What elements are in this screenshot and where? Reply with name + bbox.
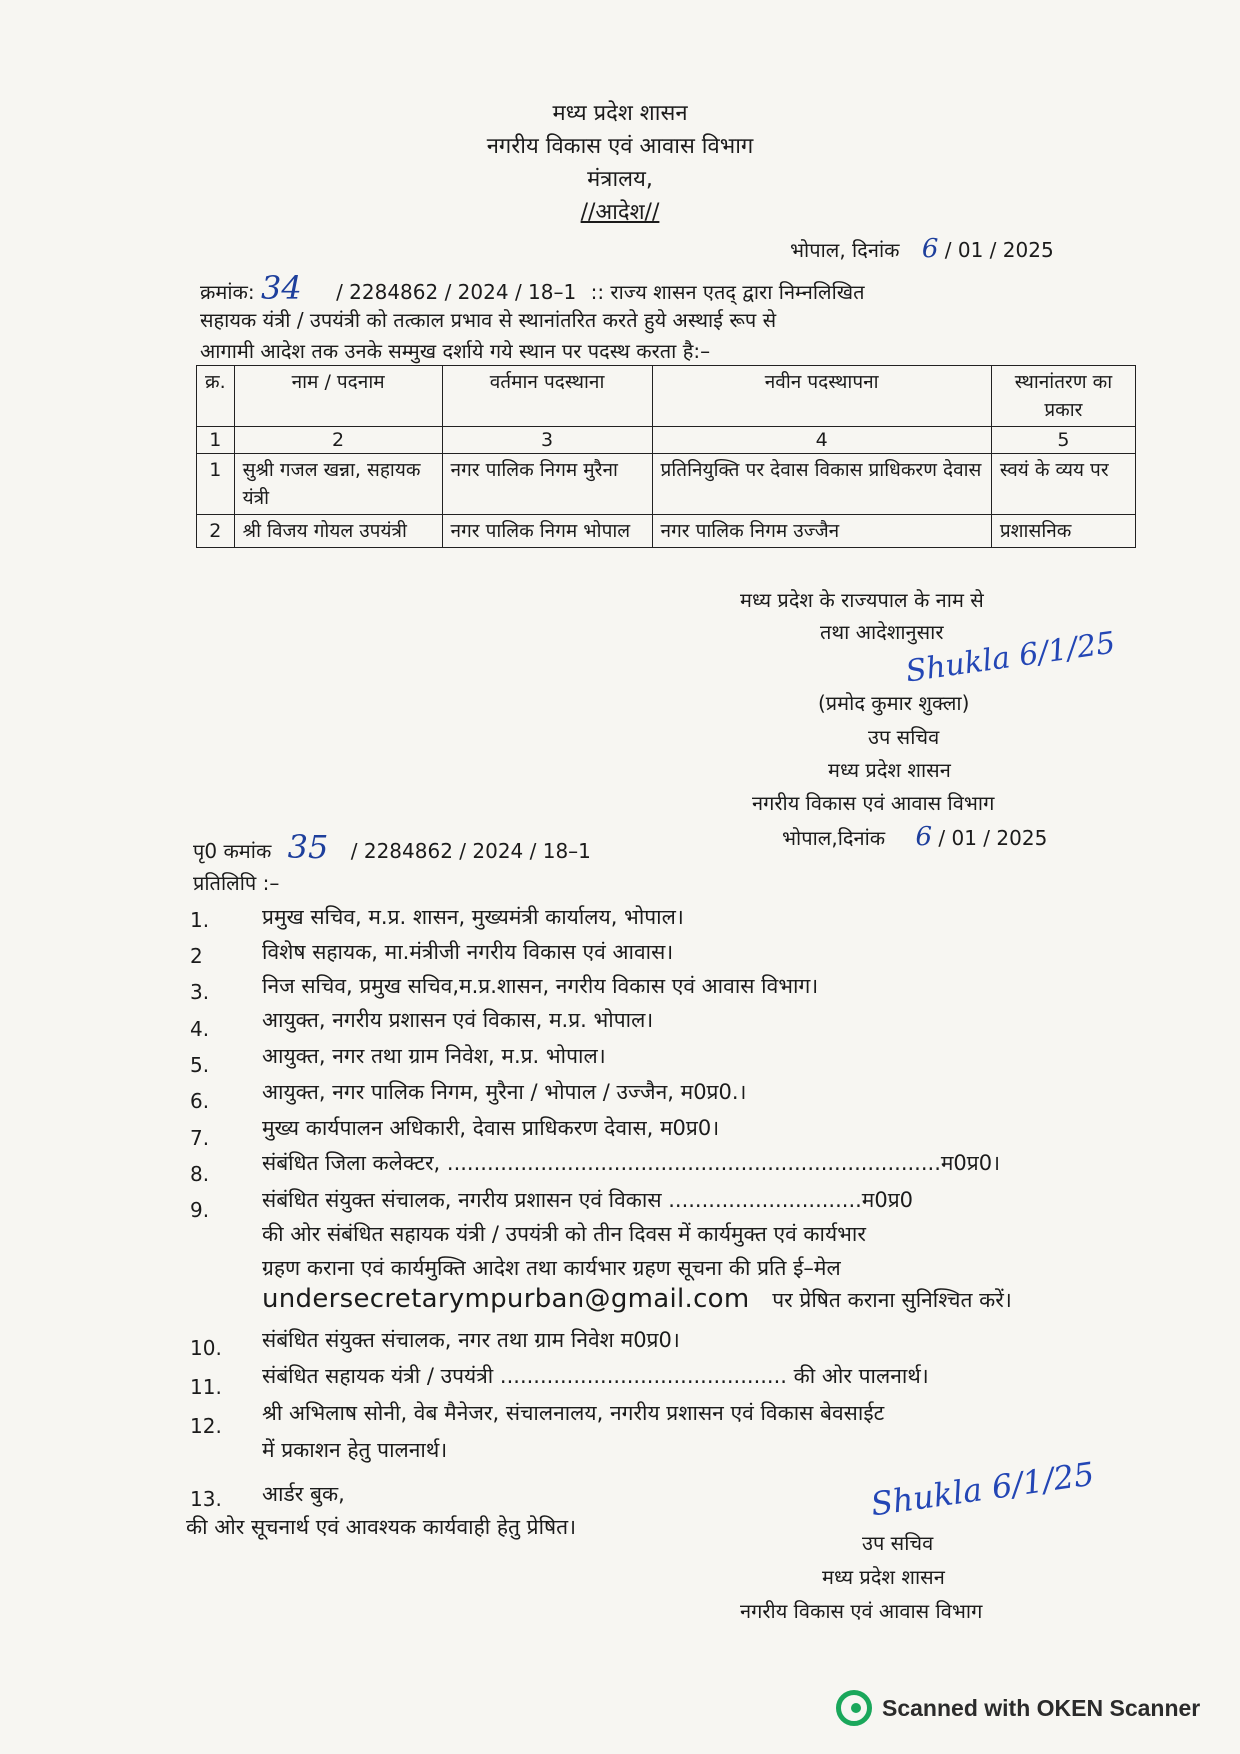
- order-number-line: क्रमांक: 34 / 2284862 / 2024 / 18–1 :: राज्य शासन एतद् द्वारा निम्नलिखित: [200, 269, 865, 307]
- row-current: नगर पालिक निगम भोपाल: [442, 515, 652, 548]
- order-date: भोपाल, दिनांक 6 / 01 / 2025: [790, 234, 1054, 264]
- list-item-continuation: की ओर संबंधित सहायक यंत्री / उपयंत्री को तीन दिवस में कार्यमुक्त एवं कार्यभार: [262, 1222, 866, 1246]
- signatory-name: (प्रमोद कुमार शुक्ला): [818, 691, 970, 715]
- header-name: नाम / पदनाम: [234, 366, 442, 427]
- governor-name-line: मध्य प्रदेश के राज्यपाल के नाम से: [740, 588, 984, 612]
- list-item: संबंधित जिला कलेक्टर, ..........................................................................म0प्र0।: [262, 1151, 1001, 1175]
- signature-1: Shukla 6/1/25: [903, 625, 1118, 690]
- header-dept: नगरीय विकास एवं आवास विभाग: [486, 134, 754, 159]
- row-new: नगर पालिक निगम उज्जैन: [652, 515, 991, 548]
- signatory2-dept: नगरीय विकास एवं आवास विभाग: [740, 1599, 983, 1623]
- signature-2: Shukla 6/1/25: [868, 1454, 1097, 1524]
- table-row: 1 सुश्री गजल खन्ना, सहायक यंत्री नगर पालिक निगम मुरैना प्रतिनियुक्ति पर देवास विकास प्राधिकरण देवास स्वयं के व्यय पर: [197, 454, 1136, 515]
- row-current: नगर पालिक निगम मुरैना: [442, 454, 652, 515]
- header-current: वर्तमान पदस्थाना: [442, 366, 652, 427]
- list-item: निज सचिव, प्रमुख सचिव,म.प्र.शासन, नगरीय विकास एवं आवास विभाग।: [262, 974, 819, 998]
- closing-line: की ओर सूचनार्थ एवं आवश्यक कार्यवाही हेतु प्रेषित।: [186, 1515, 577, 1539]
- list-item-continuation: ग्रहण कराना एवं कार्यमुक्ति आदेश तथा कार्यभार ग्रहण सूचना की प्रति ई–मेल: [262, 1256, 841, 1280]
- endorsement-number: 35: [287, 828, 329, 866]
- scanner-text: Scanned with OKEN Scanner: [882, 1694, 1201, 1721]
- header-new: नवीन पदस्थापना: [652, 366, 991, 427]
- list-item: आयुक्त, नगर तथा ग्राम निवेश, म.प्र. भोपाल।: [262, 1044, 606, 1068]
- row-name: सुश्री गजल खन्ना, सहायक यंत्री: [234, 454, 442, 515]
- header-sn: क्र.: [197, 366, 235, 427]
- table-col-number-row: 1 2 3 4 5: [197, 427, 1136, 454]
- list-item-continuation: में प्रकाशन हेतु पालनार्थ।: [262, 1438, 448, 1462]
- kramank-number: 34: [260, 269, 302, 307]
- list-item: आर्डर बुक,: [262, 1482, 345, 1506]
- list-item: संबंधित सहायक यंत्री / उपयंत्री ........................................... की ओर पालनार्थ।: [262, 1364, 929, 1388]
- email-line: undersecretarympurban@gmail.com पर प्रेषित कराना सुनिश्चित करें।: [262, 1284, 1012, 1314]
- order-day: 6: [921, 234, 939, 264]
- list-item: मुख्य कार्यपालन अधिकारी, देवास प्राधिकरण देवास, म0प्र0।: [262, 1116, 720, 1140]
- kramank-label: क्रमांक: [200, 280, 248, 304]
- list-item: प्रमुख सचिव, म.प्र. शासन, मुख्यमंत्री कार्यालय, भोपाल।: [262, 905, 684, 929]
- email-address: undersecretarympurban@gmail.com: [262, 1284, 750, 1314]
- signatory2-designation: उप सचिव: [862, 1531, 934, 1555]
- row-new: प्रतिनियुक्ति पर देवास विकास प्राधिकरण देवास: [652, 454, 991, 515]
- signatory-designation: उप सचिव: [868, 725, 940, 749]
- list-item: संबंधित संयुक्त संचालक, नगर तथा ग्राम निवेश म0प्र0।: [262, 1328, 680, 1352]
- header-type: स्थानांतरण का प्रकार: [991, 366, 1135, 427]
- list-item: श्री अभिलाष सोनी, वेब मैनेजर, संचालनालय, नगरीय प्रशासन एवं विकास बेवसाईट: [262, 1401, 885, 1425]
- by-order-line: तथा आदेशानुसार: [820, 620, 944, 644]
- signatory-dept: नगरीय विकास एवं आवास विभाग: [752, 791, 995, 815]
- list-item: विशेष सहायक, मा.मंत्रीजी नगरीय विकास एवं आवास।: [262, 940, 674, 964]
- header-govt: मध्य प्रदेश शासन: [552, 101, 688, 126]
- endorsement-date: भोपाल,दिनांक 6 / 01 / 2025: [782, 822, 1048, 852]
- row-name: श्री विजय गोयल उपयंत्री: [234, 515, 442, 548]
- scanner-watermark: [836, 1690, 1200, 1726]
- table-row: 2 श्री विजय गोयल उपयंत्री नगर पालिक निगम भोपाल नगर पालिक निगम उज्जैन प्रशासनिक: [197, 515, 1136, 548]
- list-item: संबंधित संयुक्त संचालक, नगरीय प्रशासन एवं विकास .............................म0प्र0: [262, 1188, 914, 1212]
- transfer-table: [196, 365, 1136, 548]
- header-order-title: //आदेश//: [580, 200, 660, 225]
- table-header-row: [197, 366, 1136, 427]
- copy-to-label: प्रतिलिपि :–: [193, 871, 280, 895]
- order-body-2: सहायक यंत्री / उपयंत्री को तत्काल प्रभाव से स्थानांतरित करते हुये अस्थाई रूप से: [200, 308, 777, 332]
- order-body-3: आगामी आदेश तक उनके सम्मुख दर्शाये गये स्थान पर पदस्थ करता है:–: [200, 339, 711, 363]
- list-item: आयुक्त, नगर पालिक निगम, मुरैना / भोपाल / उज्जैन, म0प्र0.।: [262, 1080, 747, 1104]
- signatory-govt: मध्य प्रदेश शासन: [828, 758, 951, 782]
- order-ref: / 2284862 / 2024 / 18–1: [336, 280, 577, 304]
- signatory2-govt: मध्य प्रदेश शासन: [822, 1565, 945, 1589]
- endorsement-number-line: पृ0 कमांक 35 / 2284862 / 2024 / 18–1: [193, 828, 591, 866]
- row-type: स्वयं के व्यय पर: [991, 454, 1135, 515]
- list-item: आयुक्त, नगरीय प्रशासन एवं विकास, म.प्र. भोपाल।: [262, 1008, 654, 1032]
- oken-scanner-logo-icon: [836, 1690, 872, 1726]
- header-ministry: मंत्रालय,: [587, 167, 653, 192]
- row-type: प्रशासनिक: [991, 515, 1135, 548]
